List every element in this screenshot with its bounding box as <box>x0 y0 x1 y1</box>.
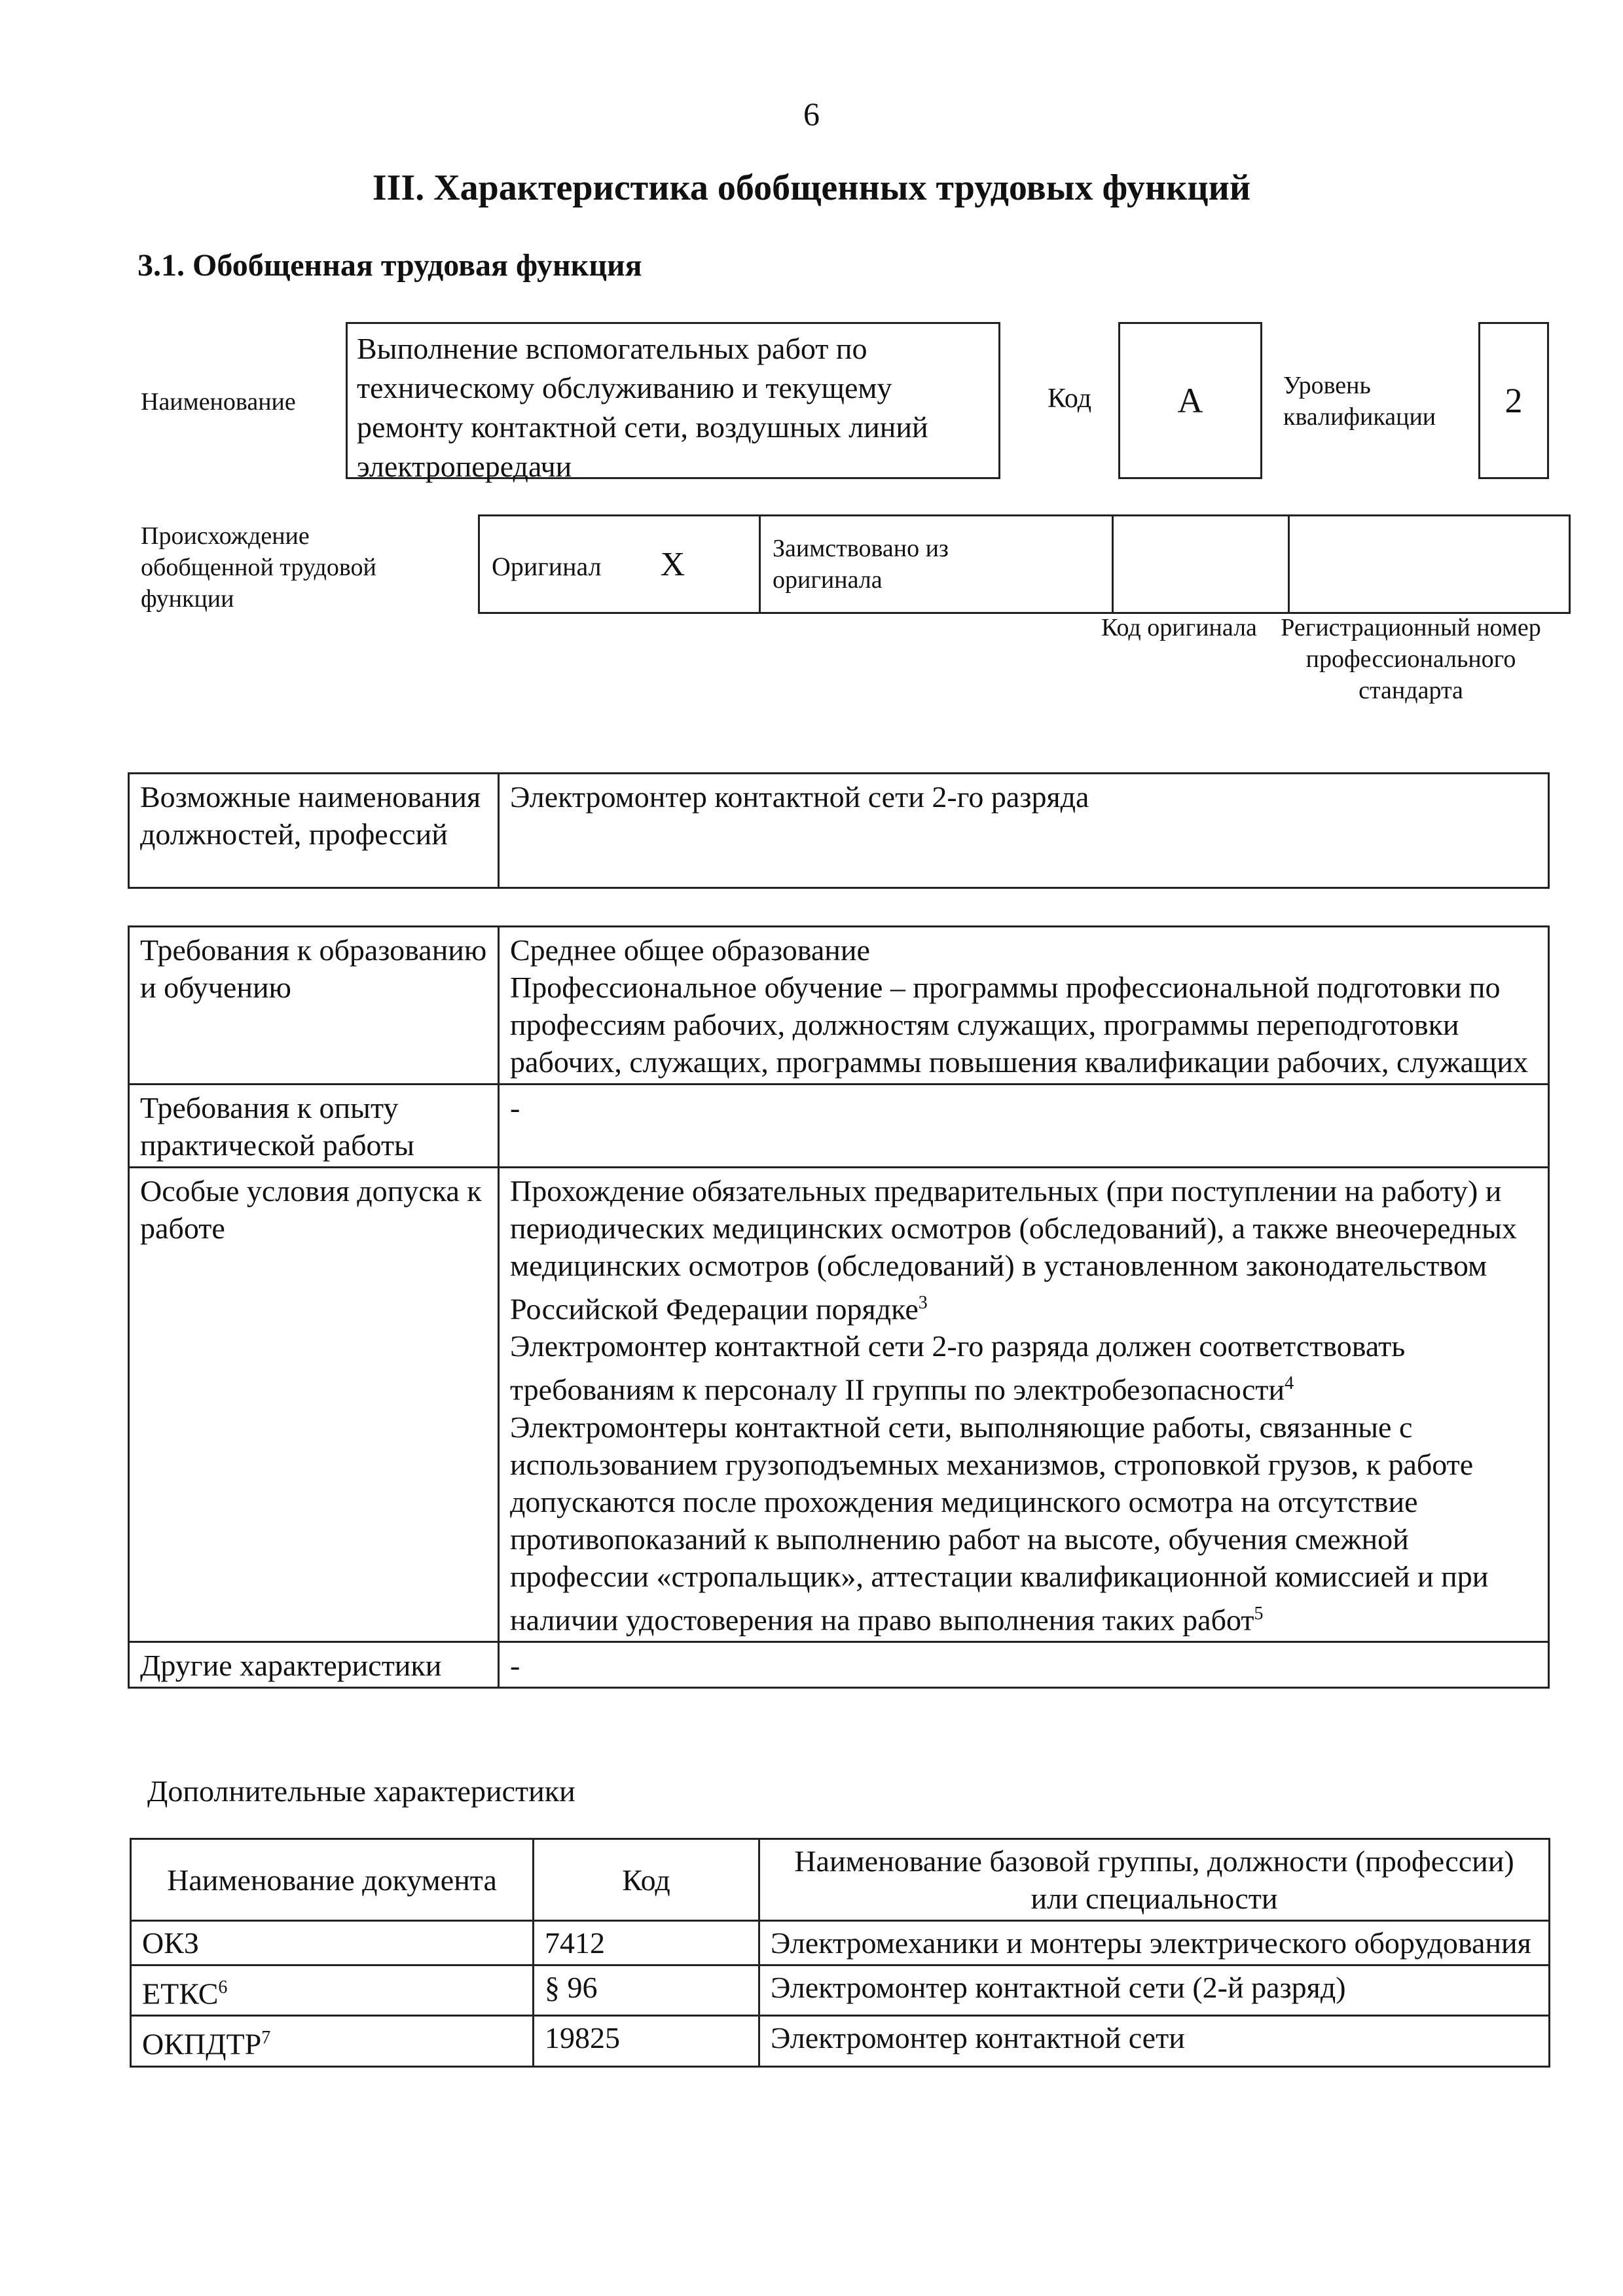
positions-table <box>128 772 1550 889</box>
table-row <box>129 1168 1549 1642</box>
education-cell <box>499 927 1549 1085</box>
function-name-label: Наименование <box>141 388 296 416</box>
table-row <box>129 927 1549 1085</box>
original-cell <box>479 516 760 613</box>
row-name: Электромонтер контактной сети (2-й разряд) <box>759 1965 1550 2016</box>
function-code-box <box>1118 322 1262 479</box>
requirements-table <box>128 925 1550 1689</box>
row-doc: ОКЗ <box>131 1921 534 1965</box>
reg-number-caption: Регистрационный номер профессионального стандарта <box>1281 614 1541 704</box>
additional-table <box>130 1838 1550 2068</box>
col-header-name: Наименование базовой группы, должности (профессии) или специальности <box>759 1839 1550 1921</box>
table-header-row <box>131 1839 1550 1921</box>
reg-number-cell <box>1289 516 1570 613</box>
function-code-label: Код <box>1048 384 1092 414</box>
table-row <box>131 1921 1550 1965</box>
positions-label: Возможные наименования должностей, профессий <box>129 774 499 888</box>
additional-heading: Дополнительные характеристики <box>147 1774 575 1808</box>
section-title: III. Характеристика обобщенных трудовых функций <box>372 168 1251 208</box>
original-mark: Х <box>660 545 685 583</box>
special-conditions-cell <box>499 1168 1549 1642</box>
row-code: § 96 <box>534 1965 759 2016</box>
special-conditions-p1: Прохождение обязательных предварительных (при поступлении на работу) и периодических медицинских осмотров (обследований), а также внеочередных медицинских осмотров (обследований) в установленном законодательством Российской Федерации порядке$^3$ <box>510 1174 1517 1326</box>
special-conditions-p2: Электромонтер контактной сети 2-го разряда должен соответствовать требованиям к персоналу II группы по электробезопасности$^4$ <box>510 1329 1406 1407</box>
special-conditions-label: Особые условия допуска к работе <box>129 1168 499 1642</box>
row-name: Электромонтер контактной сети <box>759 2016 1550 2066</box>
col-header-code: Код <box>534 1839 759 1921</box>
function-code-value: А <box>1177 381 1203 420</box>
table-row <box>131 2016 1550 2066</box>
col-header-document: Наименование документа <box>131 1839 534 1921</box>
row-doc: ЕТКС$^6$ <box>131 1965 534 2016</box>
origin-label: Происхождение обобщенной трудовой функции <box>141 522 376 613</box>
row-code: 19825 <box>534 2016 759 2066</box>
table-row <box>129 1641 1549 1687</box>
education-line-2: Профессиональное обучение – программы профессиональной подготовки по профессиям рабочих, должностям служащих, программы переподготовки рабочих, служащих, программы повышения квалификации рабочих, служащих <box>510 971 1528 1079</box>
row-code: 7412 <box>534 1921 759 1965</box>
footnote-ref: 5 <box>1254 1603 1264 1624</box>
function-name-value: Выполнение вспомогательных работ по техническому обслуживанию и текущему ремонту контактной сети, воздушных линий электропередачи <box>357 332 928 483</box>
table-row <box>129 1085 1549 1168</box>
original-code-caption: Код оригинала <box>1101 614 1257 641</box>
function-name-box <box>346 322 1000 483</box>
special-conditions-p3: Электромонтеры контактной сети, выполняющие работы, связанные с использованием грузоподъемных механизмов, строповкой грузов, к работе допускаются после прохождения медицинского осмотра на отсутствие противопоказаний к выполнению работ на высоте, обучения смежной профессии «стропальщик», аттестации квалификационной комиссией и при наличии удостоверения на право выполнения таких работ$^5$ <box>510 1410 1489 1636</box>
borrowed-label: Заимствовано из оригинала <box>773 535 949 594</box>
education-line-1: Среднее общее образование <box>510 933 870 967</box>
experience-value: - <box>499 1085 1549 1168</box>
positions-value: Электромонтер контактной сети 2-го разряда <box>499 774 1549 888</box>
other-characteristics-value: - <box>499 1641 1549 1687</box>
page-number: 6 <box>803 96 820 132</box>
footnote-ref: 4 <box>1285 1373 1294 1394</box>
footnote-ref: 6 <box>218 1977 228 1998</box>
experience-label: Требования к опыту практической работы <box>129 1085 499 1168</box>
row-doc: ОКПДТР$^7$ <box>131 2016 534 2066</box>
footnote-ref: 3 <box>918 1293 928 1313</box>
subsection-title: 3.1. Обобщенная трудовая функция <box>137 248 642 283</box>
original-code-cell <box>1113 516 1289 613</box>
qualification-level-value: 2 <box>1504 381 1523 420</box>
education-label: Требования к образованию и обучению <box>129 927 499 1085</box>
qualification-level-label: Уровень квалификации <box>1283 372 1436 431</box>
table-row <box>131 1965 1550 2016</box>
qualification-level-box <box>1478 322 1549 479</box>
row-name: Электромеханики и монтеры электрического оборудования <box>759 1921 1550 1965</box>
other-characteristics-label: Другие характеристики <box>129 1641 499 1687</box>
footnote-ref: 7 <box>261 2028 271 2049</box>
original-label: Оригинал <box>492 551 602 581</box>
origin-table <box>478 514 1571 614</box>
borrowed-cell <box>760 516 1113 613</box>
